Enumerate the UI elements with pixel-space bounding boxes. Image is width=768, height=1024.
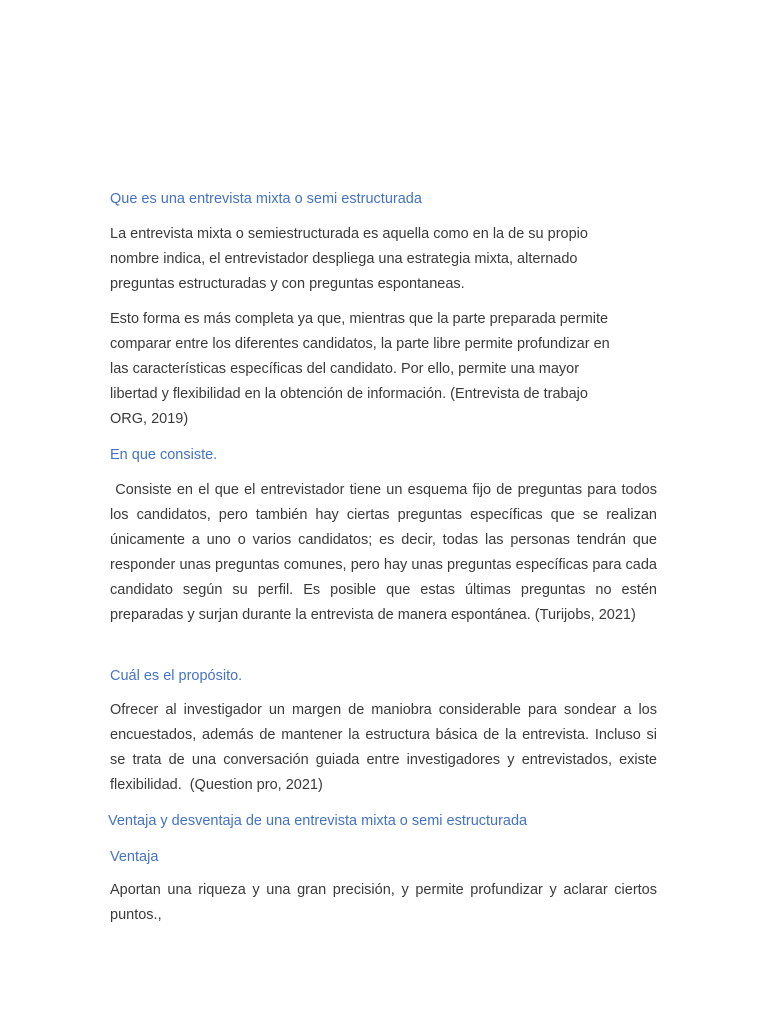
heading-what-is: Que es una entrevista mixta o semi estructurada	[110, 191, 422, 207]
text-line: La entrevista mixta o semiestructurada es aquella como en la de su propio	[110, 226, 588, 242]
paragraph-advantage: Aportan una riqueza y una gran precisión, y permite profundizar y aclarar ciertos puntos.,	[110, 882, 657, 923]
text-line: libertad y flexibilidad en la obtención de información. (Entrevista de trabajo	[110, 386, 588, 402]
paragraph-consists: Consiste en el que el entrevistador tiene un esquema fijo de preguntas para todos los candidatos, pero también hay ciertas preguntas específicas que se realizan únicamente a uno o varios candidatos; es decir, todas las personas tendrán que responder unas preguntas comunes, pero hay unas preguntas específicas para cada candidato según su perfil. Es posible que estas últimas preguntas no estén preparadas y surjan durante la entrevista de manera espontánea. (Turijobs, 2021)	[110, 482, 662, 623]
text-line: comparar entre los diferentes candidatos, la parte libre permite profundizar en	[110, 336, 610, 352]
text-line: ORG, 2019)	[110, 411, 189, 427]
text-line: nombre indica, el entrevistador despliega una estrategia mixta, alternado	[110, 251, 578, 267]
text-line: Esto forma es más completa ya que, mientras que la parte preparada permite	[110, 311, 609, 327]
paragraph-completeness	[110, 307, 630, 432]
heading-advantages-disadvantages: Ventaja y desventaja de una entrevista mixta o semi estructurada	[108, 813, 528, 829]
heading-purpose: Cuál es el propósito.	[110, 668, 243, 684]
paragraph-purpose: Ofrecer al investigador un margen de maniobra considerable para sondear a los encuestados, además de mantener la estructura básica de la entrevista. Incluso si se trata de una conversación guiada entre investigadores y entrevistados, existe flexibilidad. (Question pro, 2021)	[110, 702, 662, 793]
subheading-advantage: Ventaja	[110, 849, 159, 865]
paragraph-definition	[110, 222, 630, 297]
text-line: preguntas estructuradas y con preguntas espontaneas.	[110, 276, 465, 292]
text-line: las características específicas del candidato. Por ello, permite una mayor	[110, 361, 580, 377]
heading-what-it-consists: En que consiste.	[110, 447, 218, 463]
